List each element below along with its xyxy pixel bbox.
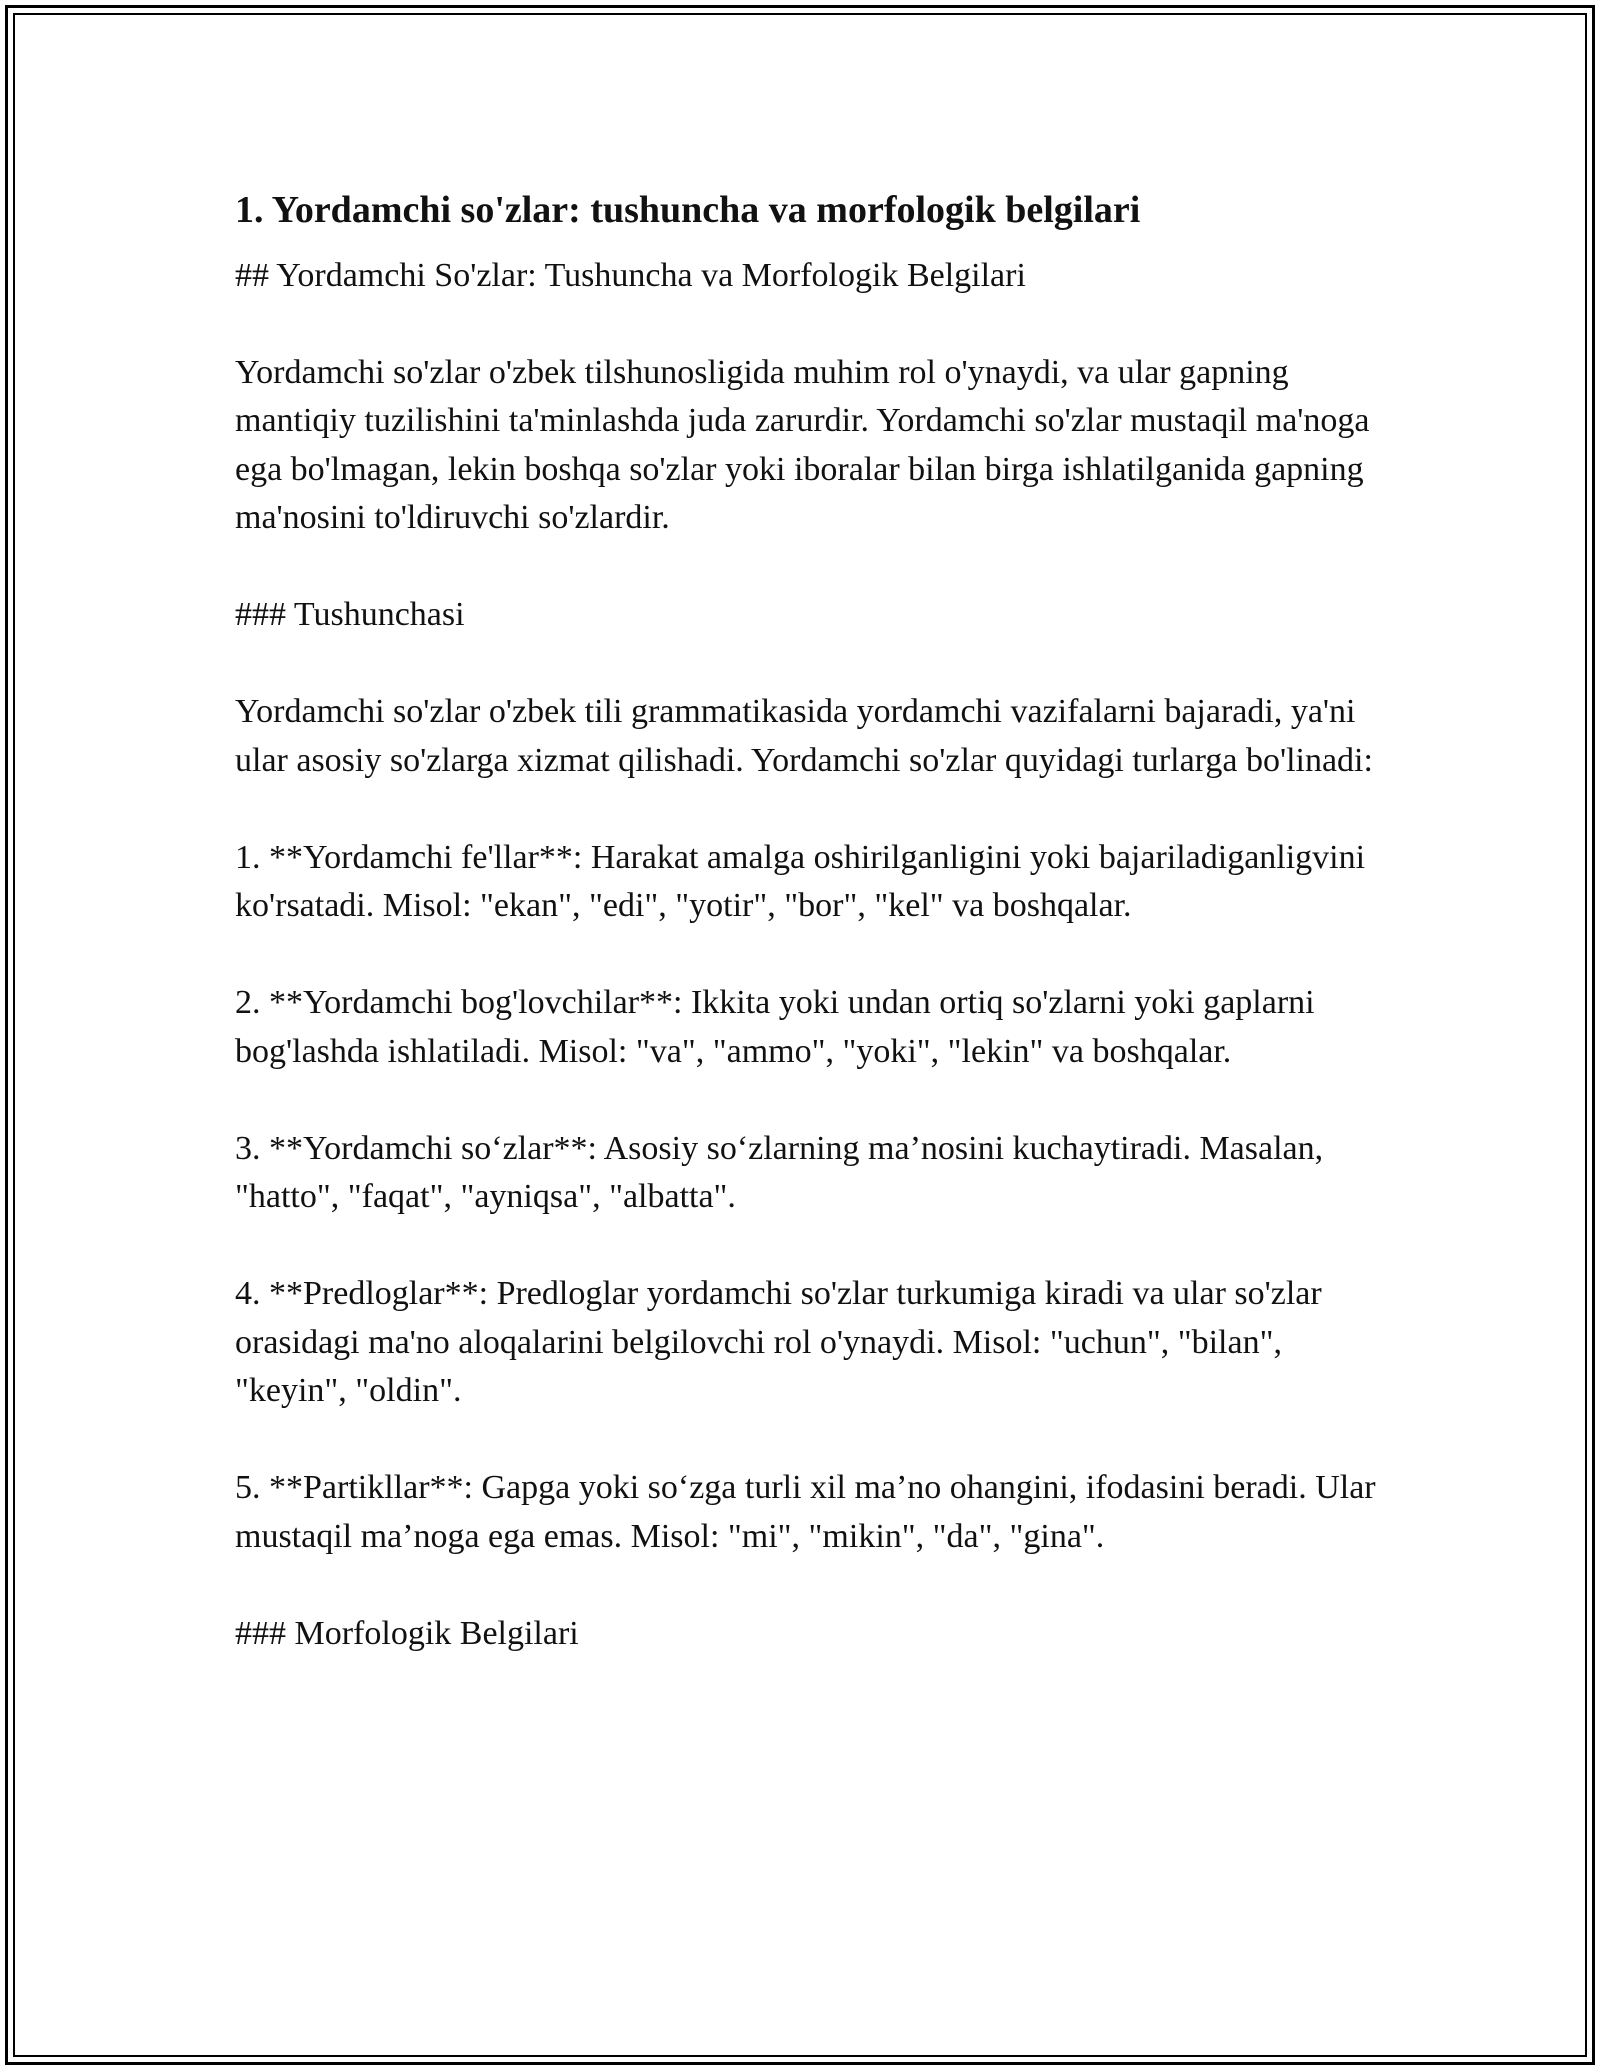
list-item-yordamchi-fellar: 1. **Yordamchi fe'llar**: Harakat amalga oshirilganligini yoki bajariladiganligvini ko'rsatadi. Misol: "ekan", "edi", "yotir", "bor", "kel" va boshqalar. <box>235 838 1366 924</box>
section-paragraph-tushunchasi: Yordamchi so'zlar o'zbek tili grammatikasida yordamchi vazifalarni bajaradi, ya'ni ular asosiy so'zlarga xizmat qilishadi. Yordamchi so'zlar quyidagi turlarga bo'linadi: <box>235 693 1373 779</box>
list-item-yordamchi-boglovchilar: 2. **Yordamchi bog'lovchilar**: Ikkita yoki undan ortiq so'zlarni yoki gaplarni bog'lashda ishlatiladi. Misol: "va", "ammo", "yoki", "lekin" va boshqalar. <box>235 984 1315 1070</box>
section-heading-tushunchasi: ### Tushunchasi <box>235 596 465 633</box>
list-item-partikllar: 5. **Partikllar**: Gapga yoki so‘zga turli xil ma’no ohangini, ifodasini beradi. Ular mustaqil ma’noga ega emas. Misol: "mi", "mikin", "da", "gina". <box>235 1469 1376 1555</box>
list-item-yordamchi-sozlar: 3. **Yordamchi so‘zlar**: Asosiy so‘zlarning ma’nosini kuchaytiradi. Masalan, "hatto", "faqat", "ayniqsa", "albatta". <box>235 1129 1324 1215</box>
document-title: 1. Yordamchi so'zlar: tushuncha va morfologik belgilari <box>235 189 1141 231</box>
list-item-predloglar: 4. **Predloglar**: Predloglar yordamchi so'zlar turkumiga kiradi va ular so'zlar orasidagi ma'no aloqalarini belgilovchi rol o'ynaydi. Misol: "uchun", "bilan", "keyin", "oldin". <box>235 1275 1322 1409</box>
intro-paragraph: Yordamchi so'zlar o'zbek tilshunosligida muhim rol o'ynaydi, va ular gapning mantiqiy tuzilishini ta'minlashda juda zarurdir. Yordamchi so'zlar mustaqil ma'noga ega bo'lmagan, lekin boshqa so'zlar yoki iboralar bilan birga ishlatilganida gapning ma'nosini to'ldiruvchi so'zlardir. <box>235 353 1370 536</box>
document-subtitle: ## Yordamchi So'zlar: Tushuncha va Morfologik Belgilari <box>235 257 1026 294</box>
document-body <box>235 186 1385 1707</box>
section-heading-morfologik-belgilari: ### Morfologik Belgilari <box>235 1614 579 1652</box>
